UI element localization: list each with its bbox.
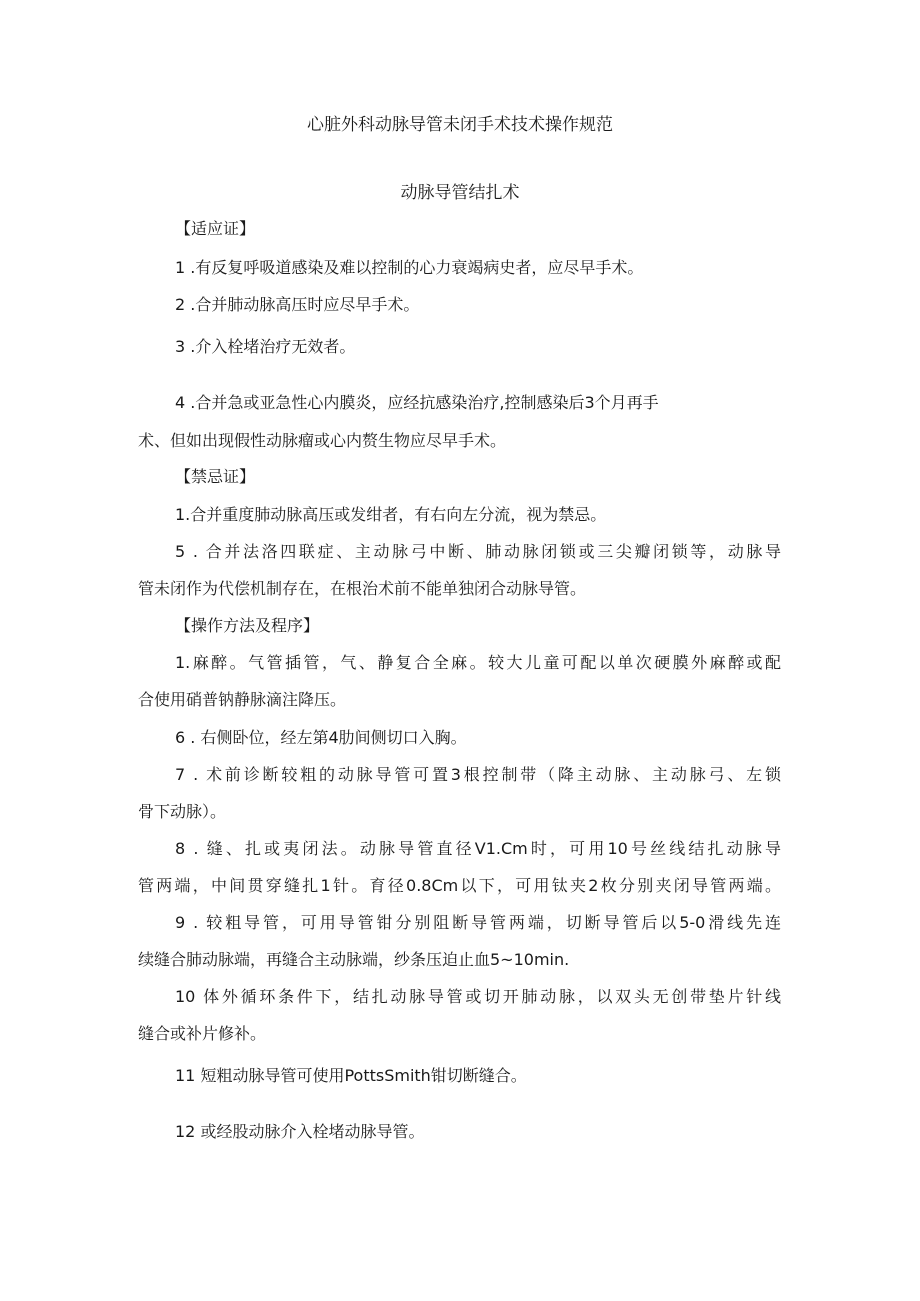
contraindication-item-1: 1.合并重度肺动脉高压或发绀者，有右向左分流，视为禁忌。: [175, 505, 607, 524]
procedure-item-8-line1: 8 . 缝、扎或夷闭法。动脉导管直径V1.Cm时，可用10号丝线结扎动脉导: [175, 839, 781, 858]
procedure-item-7-line2: 骨下动脉）。: [138, 802, 227, 821]
procedure-item-1-line1: 1.麻醉。气管插管，气、静复合全麻。较大儿童可配以单次硬膜外麻醉或配: [175, 653, 781, 672]
procedure-item-7-line1: 7 . 术前诊断较粗的动脉导管可置3根控制带（降主动脉、主动脉弓、左锁: [175, 765, 781, 784]
contraindication-item-2-line2: 管未闭作为代偿机制存在，在根治术前不能单独闭合动脉导管。: [138, 579, 587, 598]
procedure-item-6: 6 . 右侧卧位，经左第4肋间侧切口入胸。: [175, 728, 467, 747]
indication-item-4-line2: 术、但如出现假性动脉瘤或心内赘生物应尽早手术。: [138, 431, 507, 450]
procedure-item-10-line2: 缝合或补片修补。: [138, 1024, 267, 1043]
procedure-item-8-line2: 管两端，中间贯穿缝扎1针。育径0.8Cm以下，可用钛夹2枚分别夹闭导管两端。: [138, 876, 781, 895]
procedure-heading: 【操作方法及程序】: [175, 616, 320, 635]
procedure-item-9-line1: 9 . 较粗导管，可用导管钳分别阻断导管两端，切断导管后以5-0滑线先连: [175, 913, 781, 932]
indication-item-4-line1: 4 .合并急或亚急性心内膜炎，应经抗感染治疗,控制感染后3个月再手: [175, 393, 659, 412]
procedure-item-12: 12 或经股动脉介入栓堵动脉导管。: [175, 1122, 425, 1141]
indications-heading: 【适应证】: [175, 219, 256, 238]
section-subtitle: 动脉导管结扎术: [400, 183, 520, 203]
indication-item-3: 3 .介入栓堵治疗无效者。: [175, 337, 356, 356]
procedure-item-1-line2: 合使用硝普钠静脉滴注降压。: [138, 690, 347, 709]
indication-item-2: 2 .合并肺动脉高压时应尽早手术。: [175, 295, 420, 314]
indication-item-1: 1 .有反复呼吸道感染及难以控制的心力衰竭病史者，应尽早手术。: [175, 258, 644, 277]
procedure-item-9-line2: 续缝合肺动脉端，再缝合主动脉端，纱条压迫止血5~10min.: [138, 950, 570, 969]
procedure-item-10-line1: 10 体外循环条件下，结扎动脉导管或切开肺动脉，以双头无创带垫片针线: [175, 987, 781, 1006]
contraindications-heading: 【禁忌证】: [175, 467, 256, 486]
document-title: 心脏外科动脉导管未闭手术技术操作规范: [307, 115, 613, 135]
procedure-item-11: 11 短粗动脉导管可使用PottsSmith钳切断缝合。: [175, 1066, 527, 1085]
contraindication-item-2-line1: 5 . 合并法洛四联症、主动脉弓中断、肺动脉闭锁或三尖瓣闭锁等，动脉导: [175, 542, 781, 561]
